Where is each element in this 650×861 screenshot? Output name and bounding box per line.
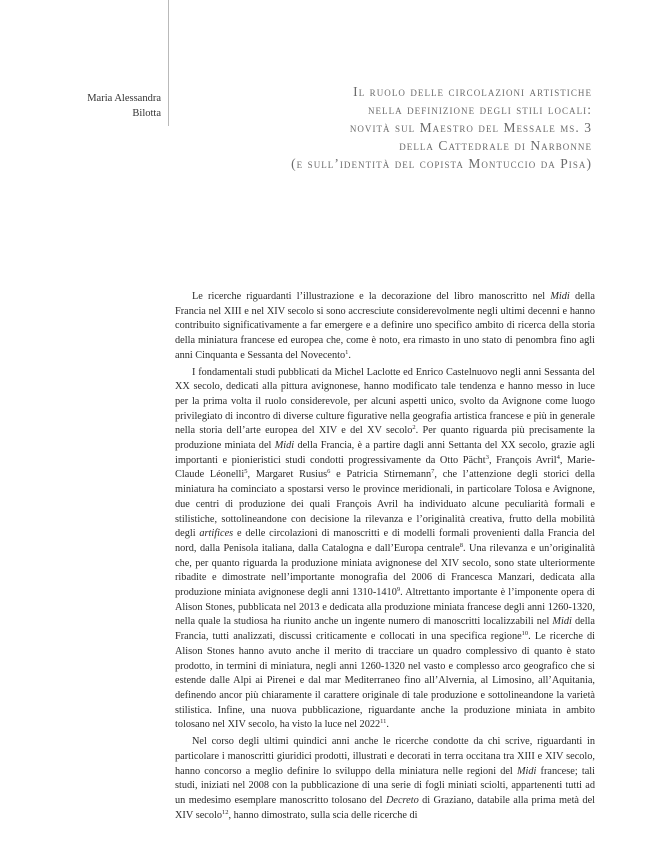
text-run: , François Avril	[488, 454, 557, 466]
text-run: Nel corso degli ultimi quindici anni anche le ricerche condotte da chi scrive, riguardanti in particolare i manoscritti giuridici prodotti, illustrati e decorati in terra occitana tra XIII e XIV secolo, hanno concorso a meglio definire lo sviluppo della miniatura nelle regioni del	[175, 736, 595, 777]
text-run: della Francia, è a partire dagli anni Settanta del XX secolo, grazie agli importanti e pionieristici studi condotti progressivamente da Otto Pächt	[175, 440, 595, 466]
margin-divider-line	[168, 0, 169, 126]
text-run: I fondamentali studi pubblicati da Michel Laclotte ed Enrico Castelnuovo negli anni Sessanta del XX secolo, dedicati alla pittura avignonese, hanno modificato tale tendenza e hanno messo in luce per la prima volta il ruolo considerevole, per alcuni aspetti unico, svolto da Avignone come luogo privilegiato di incontro di diverse culture figurative nella geografia artistica francese e più in generale nella storia dell’arte europea del XIV e del XV secolo	[175, 366, 595, 437]
text-run: .	[348, 349, 351, 361]
body-paragraph	[175, 366, 595, 734]
article-title	[190, 83, 592, 173]
footnote-ref: 6	[327, 468, 331, 476]
text-run: francese; tali studi, iniziati nel 2008 con la pubblicazione di una serie di fogli miniati sciolti, appartenenti tutti ad un medesimo esemplare manoscritto tolosano del	[175, 765, 595, 806]
title-line: (e sull’identità del copista Montuccio da Pisa)	[291, 156, 592, 171]
footnote-ref: 3	[485, 453, 489, 461]
footnote-ref: 11	[380, 718, 387, 726]
text-run: . Altrettanto importante è l’imponente opera di Alison Stones, pubblicata nel 2013 e dedicata alla produzione miniata francese degli anni 1260-1320, nella quale la studiosa ha riunito anche un ingente numero di manoscritti localizzabili nel	[175, 587, 595, 628]
italic-term: artifices	[199, 528, 234, 540]
body-text	[175, 290, 595, 823]
text-run: , Margaret Rusius	[247, 469, 328, 481]
author-last-name: Bilotta	[132, 108, 161, 119]
author-name	[60, 91, 161, 121]
text-run: della Francia nel XIII e nel XIV secolo si sono accresciute considerevolmente negli ultimi decenni e hanno contribuito significativamente a far emergere e a definire uno specifico ambito di ricerca della storia della miniatura francese ed europea che, come è noto, era rimasto in uno stato di penombra fino agli anni Cinquanta e Sessanta del Novecento	[175, 291, 595, 361]
text-run: di Graziano, databile alla prima metà del XIV secolo	[175, 794, 595, 821]
text-run: .	[386, 719, 389, 731]
title-line: nella definizione degli stili locali:	[367, 102, 592, 117]
title-line: Il ruolo delle circolazioni artistiche	[353, 84, 592, 99]
text-run: . Una rilevanza e un’originalità che, per quanto riguarda la produzione miniata avignonese del XIV secolo, sono state ulteriormente ribadite e dimostrate nell’importante monografia del 2006 di Francesca Manzari, dedicata alla produzione miniata avignonese degli anni 1310-1410	[175, 542, 595, 599]
footnote-ref: 2	[412, 424, 416, 432]
footnote-ref: 8	[459, 541, 463, 549]
body-paragraph	[175, 735, 595, 823]
footnote-ref: 9	[396, 586, 401, 594]
italic-term: Midi	[552, 616, 572, 628]
text-run: Le ricerche riguardanti l’illustrazione e la decorazione del libro manoscritto nel	[192, 291, 551, 302]
italic-term: Midi	[516, 765, 537, 777]
italic-term: Midi	[550, 291, 570, 302]
text-run: e Patricia Stirnemann	[330, 469, 432, 481]
italic-term: Decreto	[385, 794, 419, 806]
text-run: . Per quanto riguarda più precisamente la produzione miniata del	[175, 425, 595, 452]
footnote-ref: 5	[244, 468, 248, 476]
text-run: e delle circolazioni di manoscritti e di modelli formali provenienti dalla Francia del nord, dalla Penisola italiana, dalla Catalogna e dall’Europa centrale	[175, 528, 595, 554]
text-run: della Francia, tutti analizzati, discussi criticamente e collocati in una specifica regione	[175, 616, 595, 643]
title-line: della Cattedrale di Narbonne	[399, 138, 592, 153]
footnote-ref: 4	[556, 453, 560, 461]
author-first-name: Maria Alessandra	[87, 93, 161, 104]
text-run: , Marie-Claude Léonelli	[175, 454, 595, 481]
footnote-ref: 12	[222, 808, 229, 816]
footnote-ref: 10	[521, 630, 529, 638]
body-paragraph	[175, 290, 595, 364]
text-run: , hanno dimostrato, sulla scia delle ricerche di	[228, 809, 418, 821]
footnote-ref: 1	[345, 348, 349, 356]
text-run: , che l’attenzione degli storici della miniatura ha cominciato a spostarsi verso le province meridionali, in particolare Tolosa e Avignone, due centri di produzione dei quali François Avril ha individuato alcune peculiarità formali e stilistiche, sottolineandone con decisione la rilevanza e l’originalità creativa, frutto della mobilità degli	[175, 469, 595, 540]
italic-term: Midi	[274, 440, 295, 452]
title-line: novità sul Maestro del Messale ms. 3	[349, 120, 592, 135]
text-run: . Le ricerche di Alison Stones hanno avuto anche il merito di tracciare un quadro complessivo di quanto è stato prodotto, in termini di miniatura, negli anni 1260-1320 nel vasto e complesso arco geografico che si estende dalle Alpi ai Pirenei e dal mar Mediterraneo fino all’Alvernia, al Limosino, all’Aquitania, definendo ancor più chiaramente il carattere originale di tale produzione e sottolineandone la varietà stilistica. Infine, una nuova pubblicazione, riguardante anche la produzione miniata in ambito tolosano nel XIV secolo, ha visto la luce nel 2022	[175, 631, 595, 731]
footnote-ref: 7	[431, 468, 435, 476]
